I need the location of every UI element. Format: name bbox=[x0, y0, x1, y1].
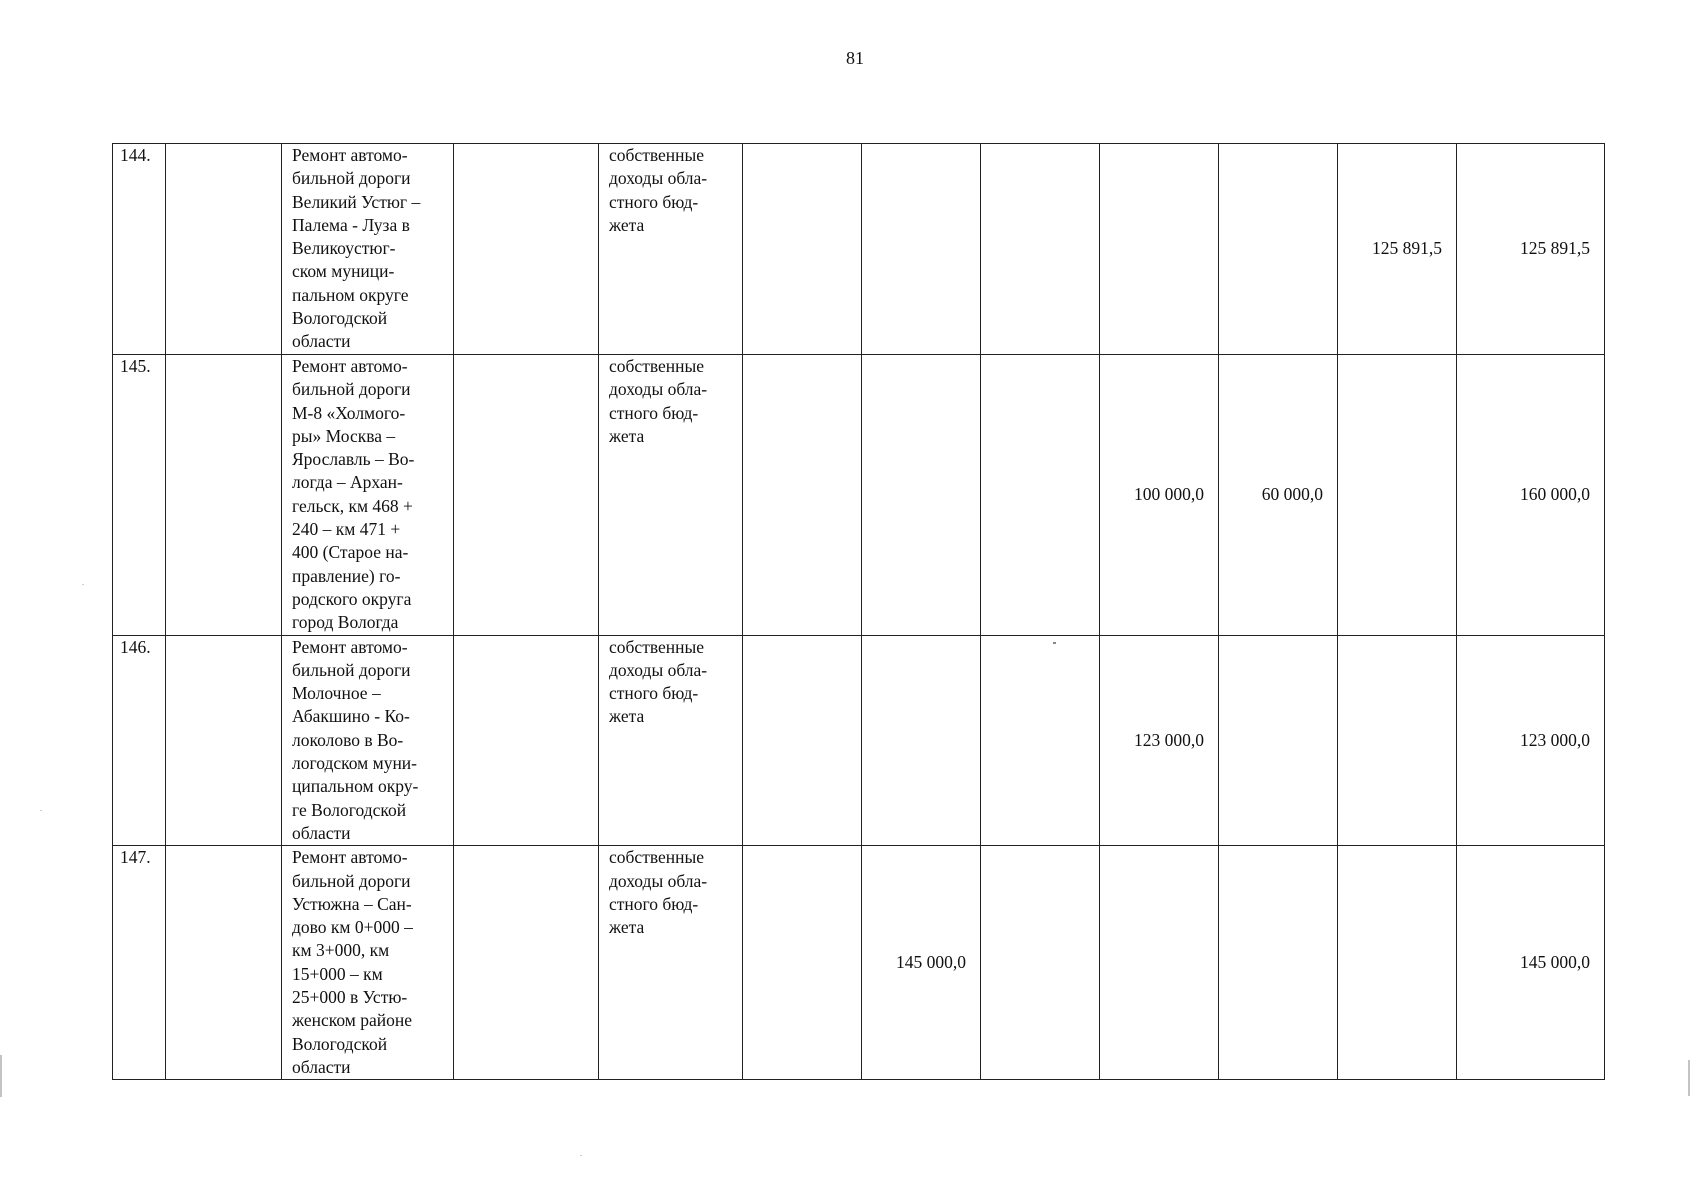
funding-source: собственные доходы обла- стного бюд- жета bbox=[599, 355, 743, 636]
row-number: 145. bbox=[113, 355, 166, 636]
total-cell: 125 891,5 bbox=[1457, 144, 1605, 355]
value-cell bbox=[1219, 144, 1338, 355]
table-row bbox=[113, 144, 1605, 355]
table-row bbox=[113, 635, 1605, 846]
funding-source: собственные доходы обла- стного бюд- жета bbox=[599, 846, 743, 1080]
value-cell: 60 000,0 bbox=[1219, 355, 1338, 636]
empty-cell bbox=[743, 144, 862, 355]
empty-cell bbox=[743, 635, 862, 846]
value-cell bbox=[981, 635, 1100, 846]
total-cell: 123 000,0 bbox=[1457, 635, 1605, 846]
total-cell: 145 000,0 bbox=[1457, 846, 1605, 1080]
scan-speck bbox=[40, 810, 42, 811]
row-number: 146. bbox=[113, 635, 166, 846]
value-cell bbox=[1338, 635, 1457, 846]
value-cell bbox=[862, 635, 981, 846]
row-description: Ремонт автомо- бильной дороги Молочное – Абакшино - Ко- локолово в Во- логодском муни- ципальном окру- ге Вологодской области bbox=[282, 635, 454, 846]
table-row bbox=[113, 355, 1605, 636]
empty-cell bbox=[454, 144, 599, 355]
value-cell bbox=[981, 355, 1100, 636]
value-cell bbox=[1338, 355, 1457, 636]
value-cell: 123 000,0 bbox=[1100, 635, 1219, 846]
empty-cell bbox=[166, 635, 282, 846]
scan-speck bbox=[82, 584, 84, 585]
funding-source: собственные доходы обла- стного бюд- жета bbox=[599, 144, 743, 355]
empty-cell bbox=[454, 355, 599, 636]
empty-cell bbox=[743, 355, 862, 636]
value-cell bbox=[981, 846, 1100, 1080]
value-cell: 125 891,5 bbox=[1338, 144, 1457, 355]
value-cell bbox=[862, 144, 981, 355]
scan-speck bbox=[0, 1055, 2, 1097]
row-number: 144. bbox=[113, 144, 166, 355]
scan-speck bbox=[1688, 1060, 1690, 1096]
empty-cell bbox=[454, 846, 599, 1080]
empty-cell bbox=[166, 846, 282, 1080]
row-description: Ремонт автомо- бильной дороги М-8 «Холмого- ры» Москва – Ярославль – Во- логда – Архан- гельск, км 468 + 240 – км 471 + 400 (Старое на- правление) го- родского округа город Вологда bbox=[282, 355, 454, 636]
row-description: Ремонт автомо- бильной дороги Великий Устюг – Палема - Луза в Великоустюг- ском муници- пальном округе Вологодской области bbox=[282, 144, 454, 355]
value-cell bbox=[1100, 846, 1219, 1080]
page-number: 81 bbox=[846, 48, 864, 68]
value-cell bbox=[862, 355, 981, 636]
empty-cell bbox=[166, 144, 282, 355]
budget-table bbox=[112, 143, 1605, 1080]
value-cell bbox=[1219, 635, 1338, 846]
empty-cell bbox=[743, 846, 862, 1080]
row-description: Ремонт автомо- бильной дороги Устюжна – Сан- дово км 0+000 – км 3+000, км 15+000 – км 25+000 в Устю- женском районе Вологодской области bbox=[282, 846, 454, 1080]
value-cell: 145 000,0 bbox=[862, 846, 981, 1080]
funding-source: собственные доходы обла- стного бюд- жета bbox=[599, 635, 743, 846]
value-cell bbox=[1219, 846, 1338, 1080]
value-cell bbox=[1100, 144, 1219, 355]
scan-speck bbox=[580, 1155, 582, 1156]
row-number: 147. bbox=[113, 846, 166, 1080]
scan-speck bbox=[1053, 642, 1056, 644]
value-cell bbox=[1338, 846, 1457, 1080]
value-cell bbox=[981, 144, 1100, 355]
empty-cell bbox=[166, 355, 282, 636]
total-cell: 160 000,0 bbox=[1457, 355, 1605, 636]
table-row bbox=[113, 846, 1605, 1080]
value-cell: 100 000,0 bbox=[1100, 355, 1219, 636]
empty-cell bbox=[454, 635, 599, 846]
